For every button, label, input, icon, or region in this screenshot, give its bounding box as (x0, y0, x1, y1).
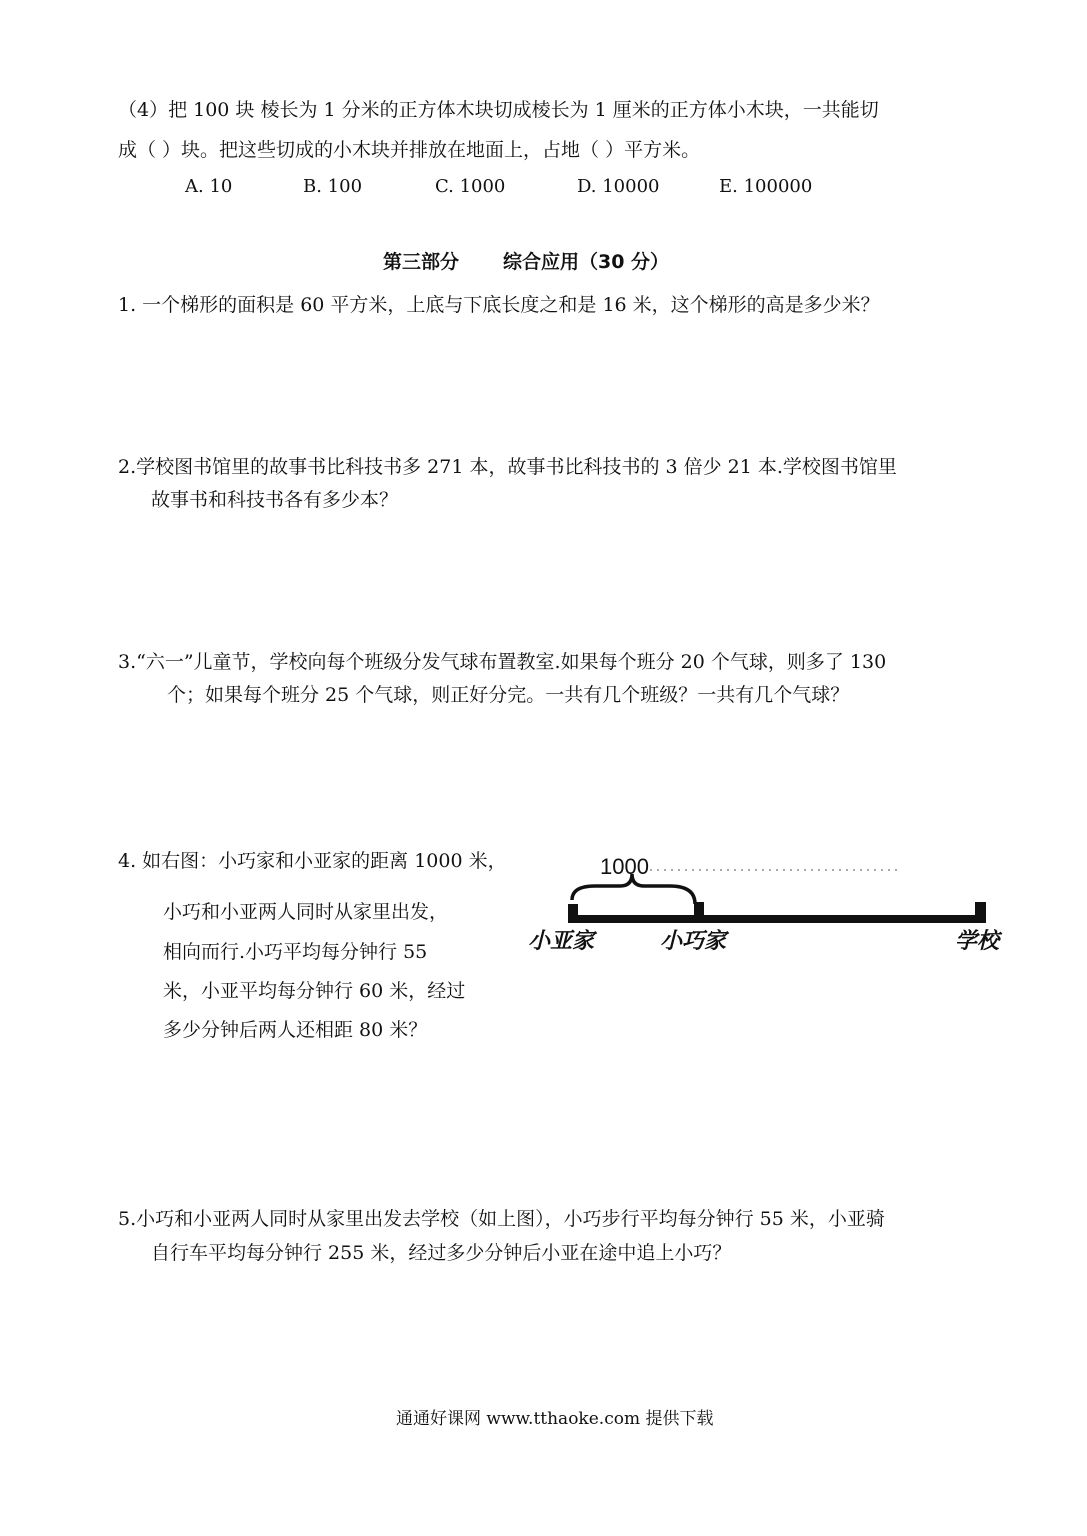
section-part: 第三部分 (383, 251, 460, 273)
label-school: 学校 (955, 929, 1000, 954)
option-b: B. 100 (303, 176, 363, 197)
problem-4-line-2: 小巧和小亚两人同时从家里出发， (163, 901, 449, 923)
problem-4-line-1: 4. 如右图：小巧家和小亚家的距离 1000 米， (118, 850, 507, 872)
option-a: A. 10 (185, 176, 233, 197)
section-title: 综合应用（30 分） (503, 251, 670, 273)
problem-5-line-1: 5.小巧和小亚两人同时从家里出发去学校（如上图），小巧步行平均每分钟行 55 米，小亚骑 (118, 1208, 885, 1230)
problem-2-line-1: 2.学校图书馆里的故事书比科技书多 271 本，故事书比科技书的 3 倍少 21 本.学校图书馆里 (118, 456, 897, 478)
distance-label: 1000 (600, 854, 649, 879)
option-e: E. 100000 (719, 176, 813, 197)
brace (572, 874, 695, 904)
road-line (568, 915, 986, 923)
problem-2-line-2: 故事书和科技书各有多少本？ (151, 489, 399, 511)
problem-4-line-4: 米，小亚平均每分钟行 60 米，经过 (163, 980, 466, 1002)
q4-line-1: （4）把 100 块 棱长为 1 分米的正方体木块切成棱长为 1 厘米的正方体小木块，一共能切 (118, 99, 879, 121)
footer-text: 通通好课网 www.tthaoke.com 提供下载 (396, 1409, 714, 1429)
distance-diagram (520, 848, 1040, 958)
option-d: D. 10000 (577, 176, 660, 197)
option-c: C. 1000 (435, 176, 506, 197)
problem-5-line-2: 自行车平均每分钟行 255 米，经过多少分钟后小亚在途中追上小巧？ (151, 1242, 732, 1264)
problem-4-line-3: 相向而行.小巧平均每分钟行 55 (163, 941, 428, 963)
problem-1: 1. 一个梯形的面积是 60 平方米，上底与下底长度之和是 16 米，这个梯形的高是多少米？ (118, 294, 880, 316)
problem-3-line-2: 个；如果每个班分 25 个气球，则正好分完。一共有几个班级？一共有几个气球？ (167, 684, 850, 706)
label-xiaoya-home: 小亚家 (528, 929, 595, 954)
q4-line-2: 成（ ）块。把这些切成的小木块并排放在地面上，占地（ ）平方米。 (118, 139, 701, 161)
label-xiaoqiao-home: 小巧家 (660, 929, 727, 954)
problem-3-line-1: 3.“六一”儿童节，学校向每个班级分发气球布置教室.如果每个班分 20 个气球，则多了 130 (118, 651, 887, 673)
problem-4-line-5: 多少分钟后两人还相距 80 米？ (163, 1019, 428, 1041)
